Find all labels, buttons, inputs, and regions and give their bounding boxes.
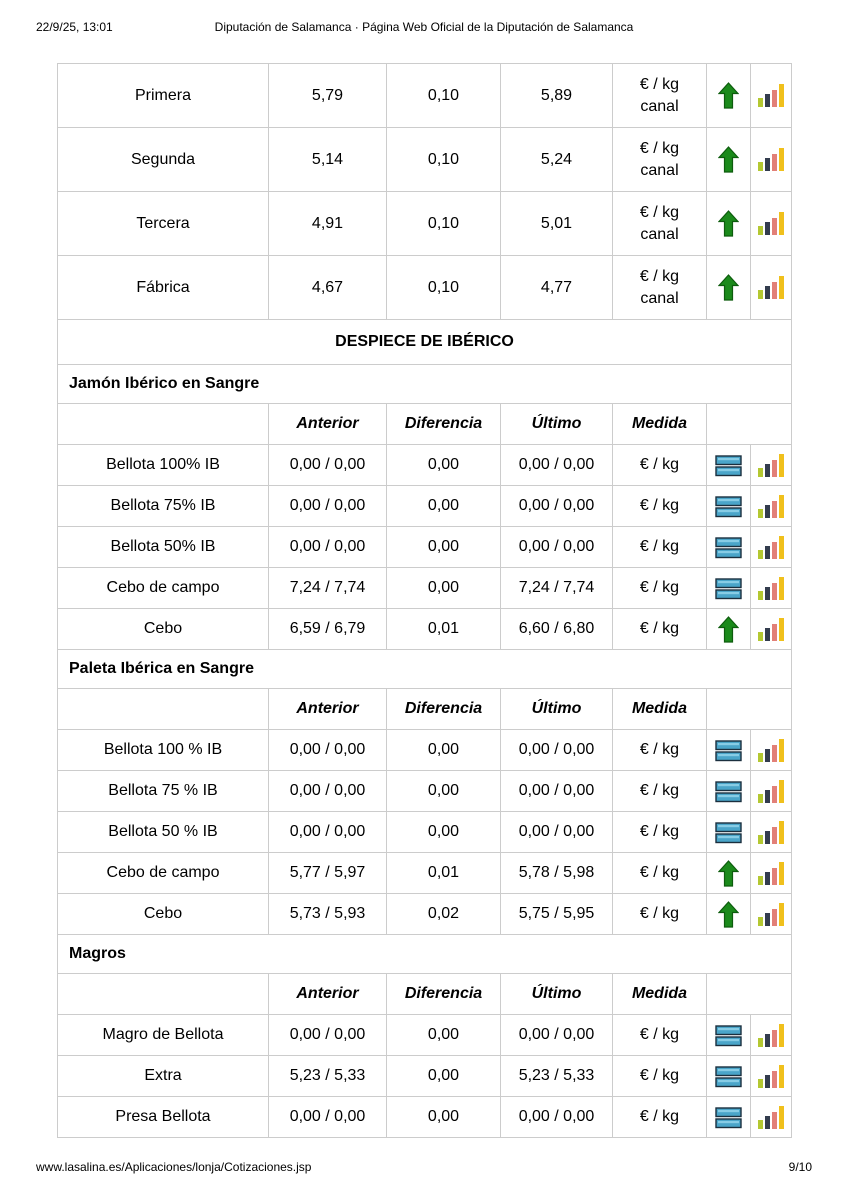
column-header-último: Último — [501, 689, 613, 730]
header-trailing-cell — [707, 404, 792, 445]
price-history-chart-icon[interactable] — [758, 1064, 785, 1089]
medida-value: € / kg — [613, 609, 707, 650]
price-history-chart-icon[interactable] — [758, 820, 785, 845]
price-row — [58, 527, 792, 568]
trend-equal-icon — [715, 1105, 742, 1130]
ultimo-value: 0,00 / 0,00 — [501, 486, 613, 527]
ultimo-value: 5,23 / 5,33 — [501, 1056, 613, 1097]
ultimo-value: 0,00 / 0,00 — [501, 445, 613, 486]
medida-value: € / kg — [613, 771, 707, 812]
product-label: Bellota 50 % IB — [58, 812, 269, 853]
column-header-row — [58, 689, 792, 730]
header-trailing-cell — [707, 689, 792, 730]
cotizaciones-table — [57, 63, 792, 1138]
column-header-anterior: Anterior — [269, 689, 387, 730]
ultimo-value: 0,00 / 0,00 — [501, 1097, 613, 1138]
medida-value: € / kg — [613, 894, 707, 935]
price-row — [58, 192, 792, 256]
diferencia-value: 0,02 — [387, 894, 501, 935]
section-title: DESPIECE DE IBÉRICO — [58, 320, 792, 365]
history-chart-cell — [751, 486, 792, 527]
medida-value: € / kg canal — [613, 64, 707, 128]
diferencia-value: 0,00 — [387, 486, 501, 527]
product-label: Fábrica — [58, 256, 269, 320]
medida-value: € / kg canal — [613, 128, 707, 192]
price-history-chart-icon[interactable] — [758, 738, 785, 763]
trend-cell — [707, 445, 751, 486]
trend-up-icon — [718, 901, 739, 928]
price-row — [58, 486, 792, 527]
anterior-value: 0,00 / 0,00 — [269, 1097, 387, 1138]
column-header-último: Último — [501, 974, 613, 1015]
history-chart-cell — [751, 730, 792, 771]
price-history-chart-icon[interactable] — [758, 1023, 785, 1048]
column-header-diferencia: Diferencia — [387, 689, 501, 730]
ultimo-value: 0,00 / 0,00 — [501, 771, 613, 812]
trend-equal-icon — [715, 1023, 742, 1048]
trend-up-icon — [718, 860, 739, 887]
diferencia-value: 0,00 — [387, 527, 501, 568]
price-row — [58, 128, 792, 192]
print-page-title: Diputación de Salamanca · Página Web Oficial de la Diputación de Salamanca — [214, 20, 634, 34]
price-history-chart-icon[interactable] — [758, 902, 785, 927]
history-chart-cell — [751, 1056, 792, 1097]
anterior-value: 4,67 — [269, 256, 387, 320]
trend-cell — [707, 128, 751, 192]
anterior-value: 0,00 / 0,00 — [269, 771, 387, 812]
anterior-value: 0,00 / 0,00 — [269, 730, 387, 771]
column-header-diferencia: Diferencia — [387, 404, 501, 445]
trend-cell — [707, 568, 751, 609]
ultimo-value: 5,75 / 5,95 — [501, 894, 613, 935]
trend-equal-icon — [715, 576, 742, 601]
trend-cell — [707, 812, 751, 853]
price-history-chart-icon[interactable] — [758, 494, 785, 519]
history-chart-cell — [751, 812, 792, 853]
price-row — [58, 894, 792, 935]
diferencia-value: 0,00 — [387, 1015, 501, 1056]
header-spacer-cell — [58, 689, 269, 730]
trend-cell — [707, 527, 751, 568]
history-chart-cell — [751, 853, 792, 894]
header-trailing-cell — [707, 974, 792, 1015]
subsection-title-row — [58, 650, 792, 689]
anterior-value: 5,23 / 5,33 — [269, 1056, 387, 1097]
trend-cell — [707, 486, 751, 527]
medida-value: € / kg — [613, 486, 707, 527]
column-header-medida: Medida — [613, 404, 707, 445]
product-label: Bellota 100% IB — [58, 445, 269, 486]
trend-equal-icon — [715, 1064, 742, 1089]
price-history-chart-icon[interactable] — [758, 211, 785, 236]
price-row — [58, 730, 792, 771]
product-label: Cebo — [58, 609, 269, 650]
anterior-value: 0,00 / 0,00 — [269, 445, 387, 486]
product-label: Segunda — [58, 128, 269, 192]
price-history-chart-icon[interactable] — [758, 861, 785, 886]
column-header-último: Último — [501, 404, 613, 445]
ultimo-value: 7,24 / 7,74 — [501, 568, 613, 609]
trend-equal-icon — [715, 779, 742, 804]
price-history-chart-icon[interactable] — [758, 779, 785, 804]
medida-value: € / kg — [613, 812, 707, 853]
medida-value: € / kg — [613, 527, 707, 568]
diferencia-value: 0,10 — [387, 256, 501, 320]
price-row — [58, 1015, 792, 1056]
ultimo-value: 5,78 / 5,98 — [501, 853, 613, 894]
price-row — [58, 771, 792, 812]
product-label: Bellota 100 % IB — [58, 730, 269, 771]
print-date: 22/9/25, 13:01 — [36, 20, 113, 34]
anterior-value: 5,73 / 5,93 — [269, 894, 387, 935]
history-chart-cell — [751, 1015, 792, 1056]
price-row — [58, 445, 792, 486]
anterior-value: 0,00 / 0,00 — [269, 812, 387, 853]
medida-value: € / kg — [613, 853, 707, 894]
ultimo-value: 5,24 — [501, 128, 613, 192]
medida-value: € / kg — [613, 1097, 707, 1138]
trend-cell — [707, 894, 751, 935]
trend-cell — [707, 192, 751, 256]
anterior-value: 0,00 / 0,00 — [269, 486, 387, 527]
diferencia-value: 0,00 — [387, 771, 501, 812]
ultimo-value: 5,01 — [501, 192, 613, 256]
diferencia-value: 0,00 — [387, 445, 501, 486]
price-row — [58, 609, 792, 650]
history-chart-cell — [751, 128, 792, 192]
trend-cell — [707, 853, 751, 894]
price-history-chart-icon[interactable] — [758, 576, 785, 601]
price-history-chart-icon[interactable] — [758, 147, 785, 172]
trend-cell — [707, 609, 751, 650]
price-row — [58, 1056, 792, 1097]
history-chart-cell — [751, 609, 792, 650]
medida-value: € / kg — [613, 1056, 707, 1097]
anterior-value: 0,00 / 0,00 — [269, 1015, 387, 1056]
price-row — [58, 568, 792, 609]
trend-equal-icon — [715, 453, 742, 478]
history-chart-cell — [751, 568, 792, 609]
trend-up-icon — [718, 210, 739, 237]
page-number: 9/10 — [788, 1160, 812, 1174]
product-label: Bellota 50% IB — [58, 527, 269, 568]
product-label: Presa Bellota — [58, 1097, 269, 1138]
history-chart-cell — [751, 527, 792, 568]
trend-equal-icon — [715, 494, 742, 519]
subsection-title-row — [58, 935, 792, 974]
history-chart-cell — [751, 1097, 792, 1138]
anterior-value: 5,79 — [269, 64, 387, 128]
ultimo-value: 0,00 / 0,00 — [501, 527, 613, 568]
trend-cell — [707, 256, 751, 320]
price-history-chart-icon[interactable] — [758, 535, 785, 560]
diferencia-value: 0,00 — [387, 812, 501, 853]
print-header — [0, 20, 848, 36]
price-row — [58, 1097, 792, 1138]
ultimo-value: 0,00 / 0,00 — [501, 1015, 613, 1056]
price-history-chart-icon[interactable] — [758, 1105, 785, 1130]
ultimo-value: 0,00 / 0,00 — [501, 730, 613, 771]
history-chart-cell — [751, 445, 792, 486]
trend-cell — [707, 1097, 751, 1138]
header-spacer-cell — [58, 974, 269, 1015]
product-label: Cebo de campo — [58, 568, 269, 609]
column-header-row — [58, 974, 792, 1015]
product-label: Primera — [58, 64, 269, 128]
history-chart-cell — [751, 771, 792, 812]
product-label: Tercera — [58, 192, 269, 256]
trend-cell — [707, 1015, 751, 1056]
trend-up-icon — [718, 274, 739, 301]
ultimo-value: 0,00 / 0,00 — [501, 812, 613, 853]
medida-value: € / kg — [613, 1015, 707, 1056]
medida-value: € / kg — [613, 568, 707, 609]
diferencia-value: 0,00 — [387, 1056, 501, 1097]
product-label: Extra — [58, 1056, 269, 1097]
subsection-title: Paleta Ibérica en Sangre — [58, 650, 792, 689]
column-header-anterior: Anterior — [269, 974, 387, 1015]
anterior-value: 7,24 / 7,74 — [269, 568, 387, 609]
subsection-title: Jamón Ibérico en Sangre — [58, 365, 792, 404]
price-row — [58, 853, 792, 894]
column-header-medida: Medida — [613, 689, 707, 730]
anterior-value: 6,59 / 6,79 — [269, 609, 387, 650]
price-history-chart-icon[interactable] — [758, 617, 785, 642]
trend-up-icon — [718, 616, 739, 643]
subsection-title-row — [58, 365, 792, 404]
history-chart-cell — [751, 894, 792, 935]
print-footer — [0, 1160, 848, 1176]
price-history-chart-icon[interactable] — [758, 453, 785, 478]
product-label: Cebo de campo — [58, 853, 269, 894]
diferencia-value: 0,10 — [387, 192, 501, 256]
anterior-value: 5,77 / 5,97 — [269, 853, 387, 894]
price-row — [58, 64, 792, 128]
trend-equal-icon — [715, 738, 742, 763]
diferencia-value: 0,10 — [387, 128, 501, 192]
history-chart-cell — [751, 64, 792, 128]
medida-value: € / kg canal — [613, 192, 707, 256]
diferencia-value: 0,00 — [387, 568, 501, 609]
anterior-value: 0,00 / 0,00 — [269, 527, 387, 568]
trend-cell — [707, 64, 751, 128]
price-history-chart-icon[interactable] — [758, 275, 785, 300]
section-row — [58, 320, 792, 365]
product-label: Bellota 75 % IB — [58, 771, 269, 812]
ultimo-value: 5,89 — [501, 64, 613, 128]
header-spacer-cell — [58, 404, 269, 445]
anterior-value: 5,14 — [269, 128, 387, 192]
trend-equal-icon — [715, 535, 742, 560]
diferencia-value: 0,00 — [387, 1097, 501, 1138]
ultimo-value: 6,60 / 6,80 — [501, 609, 613, 650]
trend-cell — [707, 1056, 751, 1097]
medida-value: € / kg — [613, 730, 707, 771]
column-header-diferencia: Diferencia — [387, 974, 501, 1015]
price-history-chart-icon[interactable] — [758, 83, 785, 108]
price-row — [58, 256, 792, 320]
diferencia-value: 0,10 — [387, 64, 501, 128]
history-chart-cell — [751, 192, 792, 256]
ultimo-value: 4,77 — [501, 256, 613, 320]
column-header-medida: Medida — [613, 974, 707, 1015]
diferencia-value: 0,01 — [387, 609, 501, 650]
trend-equal-icon — [715, 820, 742, 845]
history-chart-cell — [751, 256, 792, 320]
product-label: Cebo — [58, 894, 269, 935]
trend-up-icon — [718, 146, 739, 173]
medida-value: € / kg canal — [613, 256, 707, 320]
medida-value: € / kg — [613, 445, 707, 486]
column-header-row — [58, 404, 792, 445]
trend-up-icon — [718, 82, 739, 109]
diferencia-value: 0,00 — [387, 730, 501, 771]
price-row — [58, 812, 792, 853]
diferencia-value: 0,01 — [387, 853, 501, 894]
trend-cell — [707, 771, 751, 812]
trend-cell — [707, 730, 751, 771]
product-label: Magro de Bellota — [58, 1015, 269, 1056]
anterior-value: 4,91 — [269, 192, 387, 256]
source-url: www.lasalina.es/Aplicaciones/lonja/Cotizaciones.jsp — [36, 1160, 312, 1174]
product-label: Bellota 75% IB — [58, 486, 269, 527]
column-header-anterior: Anterior — [269, 404, 387, 445]
subsection-title: Magros — [58, 935, 792, 974]
